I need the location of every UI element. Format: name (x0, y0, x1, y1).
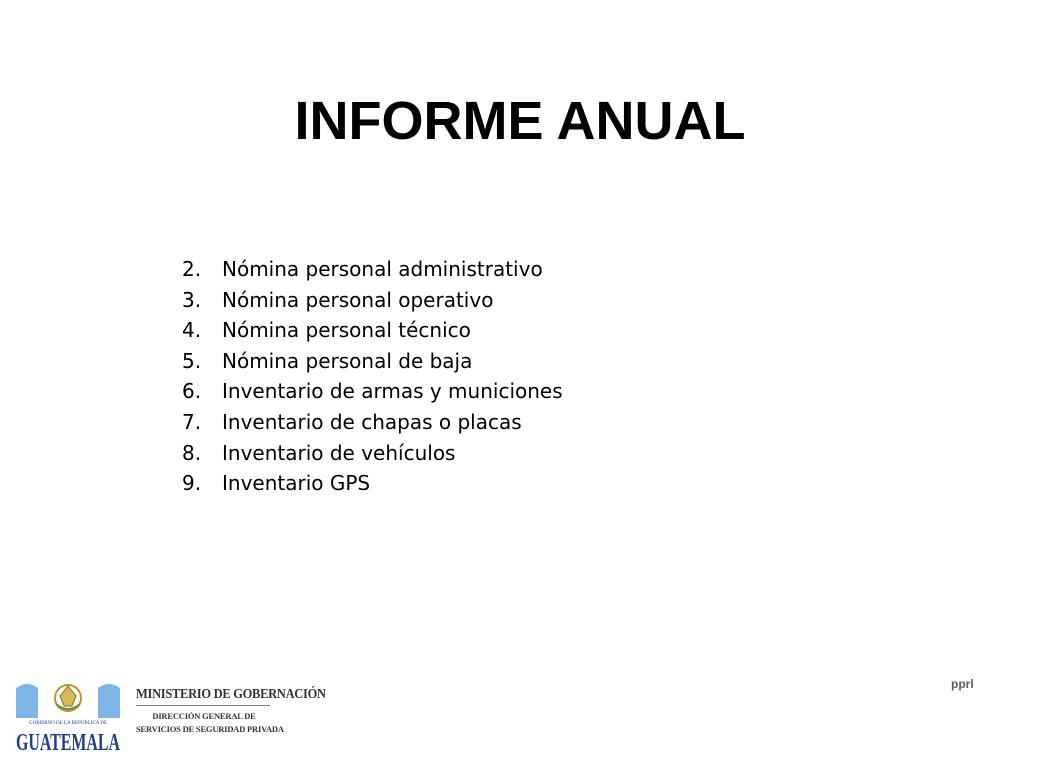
list-item-number: 8. (182, 440, 202, 465)
list-item (182, 285, 563, 316)
slide-title: INFORME ANUAL (294, 91, 746, 151)
list-item (182, 407, 563, 438)
guatemala-coat-of-arms-icon (14, 676, 122, 756)
ministry-name: MINISTERIO DE GOBERNACIÓN (136, 686, 326, 702)
list-item-number: 9. (182, 471, 202, 496)
list-item-text: Inventario GPS (222, 471, 371, 496)
list-item-number: 5. (182, 348, 202, 373)
list-item (182, 254, 563, 285)
ministry-department-line2: SERVICIOS DE SEGURIDAD PRIVADA (136, 724, 284, 734)
list-item-number: 3. (182, 287, 202, 312)
list-item (182, 468, 563, 499)
list-item-number: 4. (182, 318, 202, 343)
list-item-number: 2. (182, 257, 202, 281)
list-item-text: Inventario de vehículos (222, 440, 456, 465)
ministry-block (136, 686, 326, 748)
list-item-number: 6. (182, 379, 202, 404)
logo-name: GUATEMALA (16, 730, 121, 756)
ministry-divider (136, 705, 270, 706)
list-item-text: Nómina personal administrativo (222, 257, 543, 281)
list-item (182, 438, 563, 469)
list-item (182, 315, 563, 346)
report-item-list (182, 254, 563, 499)
list-item-text: Nómina personal operativo (222, 287, 494, 312)
logo-caption: GOBIERNO DE LA REPÚBLICA DE (28, 721, 108, 726)
list-item-text: Nómina personal de baja (222, 348, 473, 373)
list-item-number: 7. (182, 409, 202, 434)
watermark-label: pprl (951, 677, 974, 691)
list-item (182, 346, 563, 377)
list-item-text: Nómina personal técnico (222, 318, 471, 343)
ministry-department-line1: DIRECCIÓN GENERAL DE (152, 711, 256, 721)
guatemala-government-logo (14, 676, 122, 756)
list-item-text: Inventario de armas y municiones (222, 379, 563, 404)
list-item (182, 376, 563, 407)
list-item-text: Inventario de chapas o placas (222, 409, 522, 434)
